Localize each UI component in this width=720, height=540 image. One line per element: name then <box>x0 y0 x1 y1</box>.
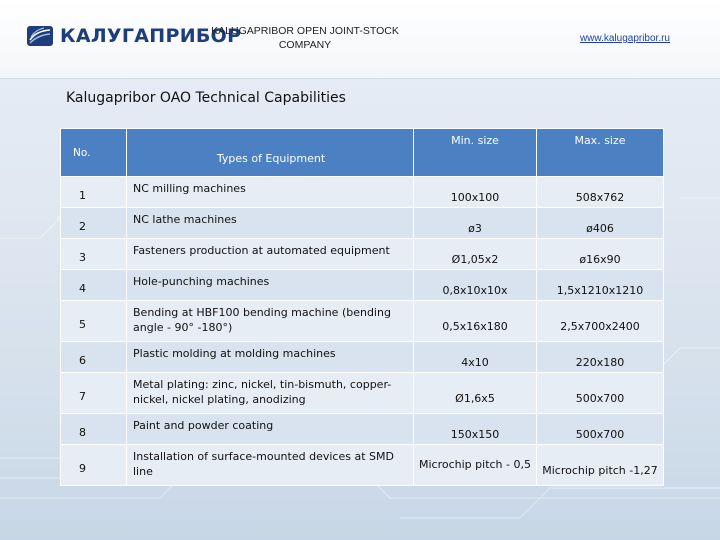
cell-no: 8 <box>61 414 127 445</box>
column-header-min-size: Min. size <box>414 129 537 177</box>
cell-max-size: 220x180 <box>537 342 664 373</box>
cell-max-size: 1,5x1210x1210 <box>537 270 664 301</box>
logo-emblem-icon <box>26 25 54 47</box>
cell-max-size: 500x700 <box>537 373 664 414</box>
cell-max-size: 508x762 <box>537 177 664 208</box>
website-link[interactable]: www.kalugapribor.ru <box>579 33 670 44</box>
column-header-no: No. <box>61 129 127 177</box>
cell-no: 7 <box>61 373 127 414</box>
table-row <box>61 342 664 373</box>
table-row <box>61 239 664 270</box>
cell-type: NC milling machines <box>127 177 414 208</box>
table-row <box>61 270 664 301</box>
column-header-max-size: Max. size <box>537 129 664 177</box>
cell-min-size: 0,8x10x10x <box>414 270 537 301</box>
cell-no: 6 <box>61 342 127 373</box>
column-header-type: Types of Equipment <box>127 129 414 177</box>
cell-type: NC lathe machines <box>127 208 414 239</box>
table-row <box>61 177 664 208</box>
capabilities-table <box>60 128 664 486</box>
cell-max-size: 2,5x700x2400 <box>537 301 664 342</box>
cell-type: Metal plating: zinc, nickel, tin-bismuth, copper-nickel, nickel plating, anodizing <box>127 373 414 414</box>
cell-no: 1 <box>61 177 127 208</box>
cell-type: Bending at HBF100 bending machine (bending angle - 90° -180°) <box>127 301 414 342</box>
cell-no: 9 <box>61 445 127 486</box>
table-row <box>61 208 664 239</box>
company-name: KALUGAPRIBOR OPEN JOINT-STOCK COMPANY <box>211 25 399 51</box>
cell-type: Hole-punching machines <box>127 270 414 301</box>
cell-min-size: Ø1,05x2 <box>414 239 537 270</box>
cell-no: 2 <box>61 208 127 239</box>
cell-max-size: ø16x90 <box>537 239 664 270</box>
table-row <box>61 414 664 445</box>
cell-min-size: 150x150 <box>414 414 537 445</box>
cell-max-size: ø406 <box>537 208 664 239</box>
cell-min-size: ø3 <box>414 208 537 239</box>
cell-no: 4 <box>61 270 127 301</box>
page-title: Kalugapribor OAO Technical Capabilities <box>66 90 346 106</box>
cell-type: Paint and powder coating <box>127 414 414 445</box>
table-header-row <box>61 129 664 177</box>
logo-text: КАЛУГАПРИБОР <box>60 25 242 47</box>
cell-min-size: Ø1,6x5 <box>414 373 537 414</box>
table-row <box>61 373 664 414</box>
cell-max-size: 500x700 <box>537 414 664 445</box>
cell-min-size: 100x100 <box>414 177 537 208</box>
cell-max-size: Microchip pitch -1,27 <box>537 445 664 486</box>
table-row <box>61 445 664 486</box>
cell-no: 5 <box>61 301 127 342</box>
cell-min-size: 0,5x16x180 <box>414 301 537 342</box>
cell-type: Plastic molding at molding machines <box>127 342 414 373</box>
cell-min-size: Microchip pitch - 0,5 <box>414 445 537 486</box>
cell-no: 3 <box>61 239 127 270</box>
cell-type: Fasteners production at automated equipment <box>127 239 414 270</box>
cell-type: Installation of surface-mounted devices at SMD line <box>127 445 414 486</box>
table-row <box>61 301 664 342</box>
cell-min-size: 4x10 <box>414 342 537 373</box>
page-header <box>0 0 720 79</box>
